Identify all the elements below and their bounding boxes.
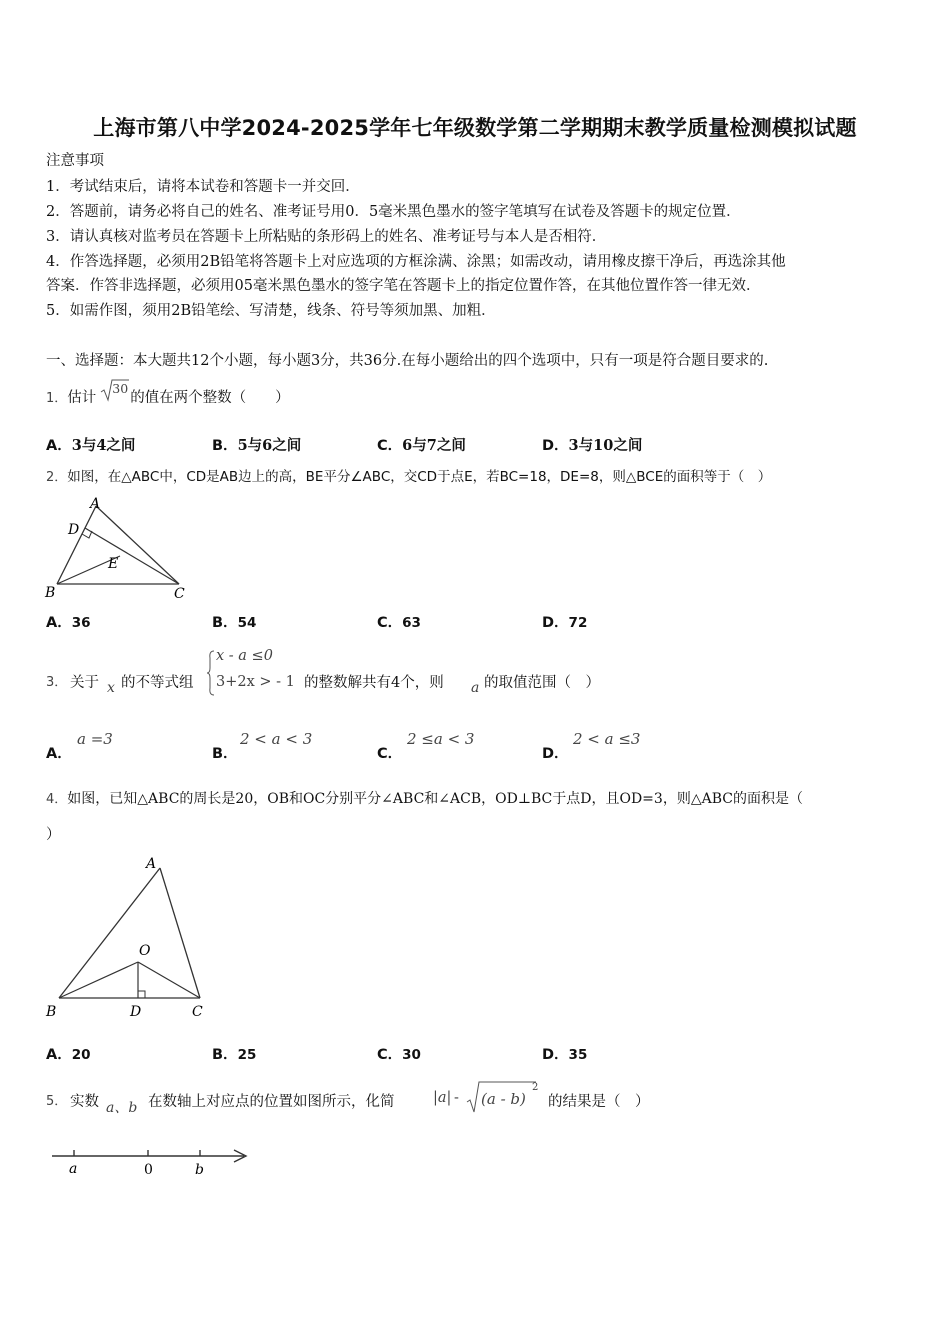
question-1: [46, 381, 290, 409]
option-a[interactable]: [46, 611, 91, 632]
question-number: 1．: [46, 391, 68, 406]
option-label: B．: [212, 615, 238, 631]
label-e: E: [108, 556, 119, 572]
option-b[interactable]: [212, 611, 256, 632]
option-label: A．: [46, 615, 72, 631]
option-c[interactable]: [377, 434, 466, 455]
notice-item: 1．考试结束后，请将本试卷和答题卡一并交回．: [46, 179, 360, 195]
label-b: B: [45, 585, 56, 601]
notice-item: 3．请认真核对监考员在答题卡上所粘贴的条形码上的姓名、准考证号与本人是否相符．: [46, 229, 607, 245]
option-text: 20: [71, 1047, 91, 1063]
question-number: 2．: [46, 470, 68, 485]
question-text: 如图，在△ABC中，CD是AB边上的高，BE平分∠ABC，交CD于点E，若BC=18，DE=8，则△BCE的面积等于（ ）: [67, 469, 772, 485]
brace-icon: [206, 650, 216, 696]
option-b[interactable]: [212, 742, 238, 763]
segment-ob: [59, 962, 138, 998]
variable-x: x: [107, 680, 115, 696]
section-heading: 一、选择题：本大题共12个小题，每小题3分，共36分.在每小题给出的四个选项中，只有一项是符合题目要求的.: [46, 353, 769, 369]
option-label: D．: [542, 438, 569, 454]
option-text: 3与4之间: [71, 437, 136, 454]
exponent: 2: [532, 1082, 539, 1093]
notice-item: 答案．作答非选择题，必须用05毫米黑色墨水的签字笔在答题卡上的指定位置作答，在其他位置作答一律无效．: [46, 278, 761, 294]
option-label: B．: [212, 1047, 238, 1063]
label-d: D: [68, 522, 80, 538]
question-text: 的整数解共有4个，则: [304, 675, 444, 691]
sqrt-radicand: 30: [112, 381, 129, 396]
option-label: A．: [46, 1047, 72, 1063]
option-label: C．: [377, 1047, 403, 1063]
triangle-figure-q2: [42, 496, 192, 602]
question-4-cont: ）: [46, 827, 61, 843]
option-c[interactable]: [377, 742, 402, 763]
label-b: B: [46, 1004, 57, 1020]
option-text: 30: [402, 1047, 421, 1063]
option-label: C．: [377, 438, 403, 454]
question-number: 4．: [46, 792, 68, 807]
option-text: 5与6之间: [237, 437, 302, 454]
question-text: 如图，已知△ABC的周长是20，OB和OC分别平分∠ABC和∠ACB，OD⊥BC于点D，且OD=3，则△ABC的面积是（: [67, 791, 803, 807]
label-c: C: [174, 586, 185, 602]
segment-cd: [85, 528, 179, 584]
segment-ac: [96, 506, 179, 584]
option-label: D．: [542, 1047, 569, 1063]
question-3: [46, 646, 646, 700]
variable-a: a: [471, 680, 480, 696]
option-text: 6与7之间: [402, 437, 466, 454]
option-label: D．: [542, 615, 569, 631]
abs-expression: |a|: [433, 1090, 452, 1106]
segment-ab: [59, 868, 160, 998]
label-a: a: [69, 1161, 78, 1177]
question-number: 3．: [46, 675, 68, 690]
option-c[interactable]: [377, 611, 421, 632]
label-o: O: [139, 943, 151, 959]
question-text: 的不等式组: [121, 675, 194, 691]
question-number: 5．: [46, 1094, 68, 1109]
option-c[interactable]: [377, 1043, 421, 1064]
option-text: 54: [237, 615, 257, 631]
notice-item: 2．答题前，请务必将自己的姓名、准考证号用0．5毫米黑色墨水的签字笔填写在试卷及答题卡的规定位置．: [46, 204, 741, 220]
option-b-expression: 2 < a < 3: [240, 730, 313, 748]
question-text: 估计: [67, 390, 97, 406]
option-b[interactable]: [212, 434, 301, 455]
option-text: 36: [71, 615, 91, 631]
option-label: A．: [46, 746, 72, 762]
option-c-expression: 2 ≤a < 3: [407, 730, 475, 748]
label-a: A: [146, 856, 157, 872]
option-a[interactable]: [46, 434, 135, 455]
sqrt-expression: [100, 381, 129, 408]
sqrt-radicand: (a - b): [481, 1090, 526, 1108]
question-text: 关于: [70, 675, 99, 691]
inequality-2: 3+2x > - 1: [216, 674, 295, 690]
triangle-figure-q4: [42, 850, 212, 1025]
notice-item: 5．如需作图，须用2B铅笔绘、写清楚，线条、符号等须加黑、加粗．: [46, 303, 496, 319]
label-d: D: [130, 1004, 142, 1020]
option-a[interactable]: [46, 1043, 91, 1064]
segment-ab: [57, 506, 96, 584]
question-text: 在数轴上对应点的位置如图所示，化简: [148, 1094, 395, 1110]
option-label: B．: [212, 746, 238, 762]
variables-ab: a、b: [106, 1100, 138, 1116]
option-d[interactable]: [542, 1043, 587, 1064]
question-4: [46, 789, 803, 810]
question-text: 实数: [70, 1094, 99, 1110]
option-text: 72: [568, 615, 588, 631]
option-b[interactable]: [212, 1043, 256, 1064]
option-label: B．: [212, 438, 238, 454]
option-label: C．: [377, 746, 403, 762]
option-d[interactable]: [542, 611, 587, 632]
option-text: 3与10之间: [568, 437, 643, 454]
question-text: 的值在两个整数（ ）: [130, 390, 290, 406]
option-a[interactable]: [46, 742, 72, 763]
notice-item: 4．作答选择题，必须用2B铅笔将答题卡上对应选项的方框涂满、涂黑；如需改动，请用橡皮擦干净后，再选涂其他: [46, 254, 786, 270]
option-text: 63: [402, 615, 421, 631]
notice-heading: 注意事项: [46, 153, 104, 169]
minus-sign: -: [454, 1090, 459, 1106]
label-c: C: [192, 1004, 203, 1020]
question-2: [46, 467, 771, 488]
option-text: 35: [568, 1047, 588, 1063]
question-text: 的结果是（ ）: [548, 1094, 650, 1110]
page-title: 上海市第八中学2024-2025学年七年级数学第二学期期末教学质量检测模拟试题: [93, 116, 857, 140]
question-5: [46, 1080, 746, 1120]
label-zero: 0: [144, 1162, 153, 1178]
option-d[interactable]: [542, 434, 642, 455]
option-label: C．: [377, 615, 403, 631]
option-a-expression: a =3: [77, 730, 113, 748]
question-text: 的取值范围（ ）: [484, 675, 600, 691]
right-angle-mark: [138, 991, 145, 998]
option-label: D．: [542, 746, 569, 762]
label-b: b: [195, 1162, 204, 1178]
option-d-expression: 2 < a ≤3: [573, 730, 641, 748]
inequality-1: x - a ≤0: [216, 648, 273, 664]
number-line-figure: [48, 1140, 253, 1185]
option-text: 25: [237, 1047, 257, 1063]
option-d[interactable]: [542, 742, 569, 763]
option-label: A．: [46, 438, 72, 454]
label-a: A: [90, 496, 101, 512]
